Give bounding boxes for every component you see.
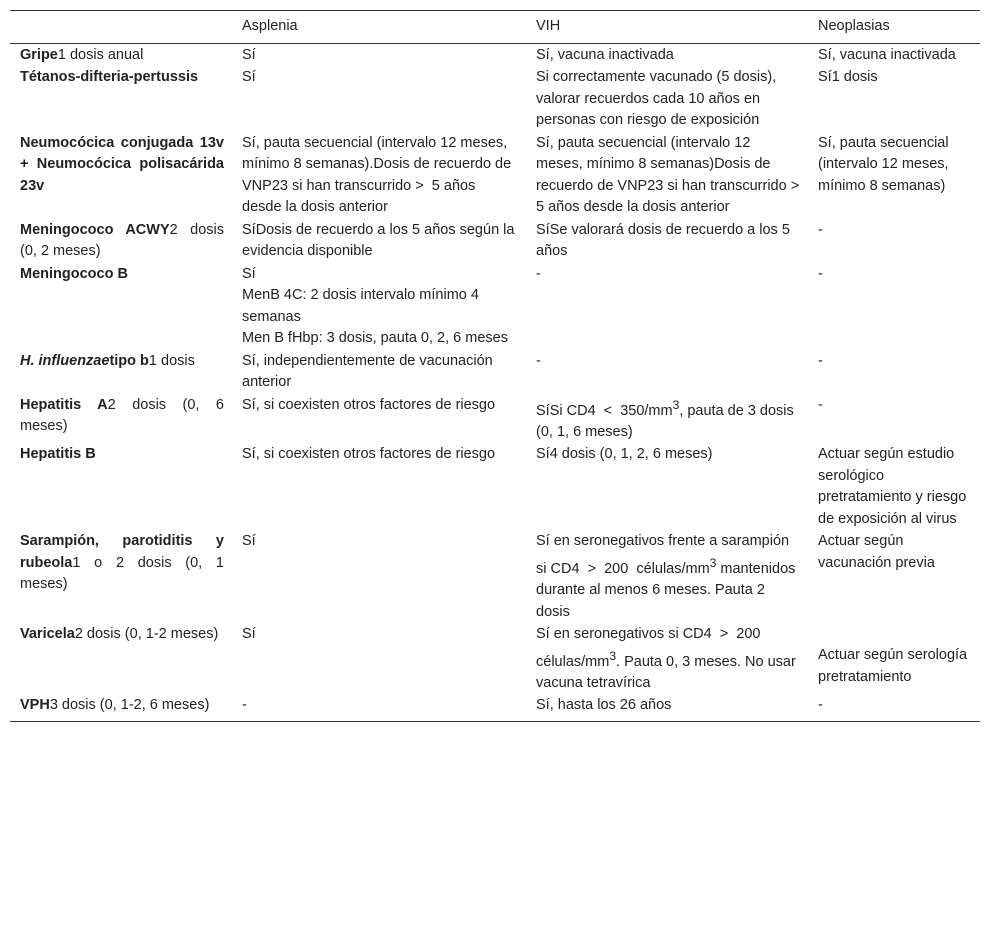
vih-cell: SíSe valorará dosis de recuerdo a los 5 años bbox=[536, 221, 790, 259]
neoplasias-cell: - bbox=[818, 396, 823, 413]
vaccine-cell bbox=[10, 394, 232, 444]
vaccine-name: Hepatitis A bbox=[20, 396, 108, 413]
table-row bbox=[10, 66, 980, 132]
asplenia-cell bbox=[232, 263, 526, 350]
vaccine-cell bbox=[10, 219, 232, 263]
neoplasias-cell: Sí1 dosis bbox=[818, 69, 878, 85]
vih-text: . Pauta 0, 3 meses. No usar vacuna tetravírica bbox=[536, 653, 800, 691]
vaccine-schedule: 3 dosis (0, 1-2, 6 meses) bbox=[49, 697, 210, 714]
asplenia-cell: Sí, independientemente de vacunación anterior bbox=[242, 352, 493, 390]
vaccine-name: Gripe bbox=[20, 46, 58, 63]
table-row bbox=[10, 694, 980, 721]
asplenia-cell: Sí bbox=[242, 533, 256, 550]
vaccine-name: Hepatitis B bbox=[20, 446, 96, 463]
neoplasias-cell: Actuar según vacunación previa bbox=[818, 533, 935, 571]
header-vih: VIH bbox=[536, 18, 561, 34]
vaccination-table bbox=[10, 10, 980, 722]
neoplasias-cell: Sí, vacuna inactivada bbox=[818, 46, 956, 63]
vih-text: Sí en seronegativos si CD4 > 200 células/mm bbox=[536, 626, 769, 670]
vih-text: SíSi CD4 < 350/mm bbox=[536, 402, 673, 419]
table-row bbox=[10, 443, 980, 530]
vaccine-cell bbox=[10, 132, 232, 219]
table-row bbox=[10, 394, 980, 444]
vaccine-cell bbox=[10, 350, 232, 394]
neoplasias-cell: Actuar según estudio serológico pretratamiento y riesgo de exposición al virus bbox=[818, 446, 967, 527]
vaccine-cell bbox=[10, 694, 232, 721]
vih-cell bbox=[526, 394, 808, 444]
vih-cell: - bbox=[536, 265, 541, 282]
neoplasias-cell: - bbox=[818, 352, 823, 369]
vaccine-name: Neumocócica conjugada 13v + Neumocócica polisacárida 23v bbox=[20, 134, 224, 194]
vih-text: Sí en seronegativos frente a sarampión si CD4 > 200 células/mm bbox=[536, 533, 794, 577]
header-asplenia: Asplenia bbox=[242, 18, 298, 34]
vaccine-schedule: 2 dosis (0, 1-2 meses) bbox=[74, 626, 219, 643]
vaccine-cell bbox=[10, 263, 232, 350]
neoplasias-cell: Sí, pauta secuencial (intervalo 12 meses, mínimo 8 semanas) bbox=[818, 134, 949, 194]
neoplasias-cell: Actuar según serología pretratamiento bbox=[818, 647, 968, 685]
table-row bbox=[10, 263, 980, 350]
asplenia-cell: Sí, si coexisten otros factores de riesgo bbox=[242, 446, 496, 463]
superscript: 3 bbox=[609, 648, 617, 663]
table-row bbox=[10, 350, 980, 394]
vaccine-name: VPH bbox=[20, 697, 50, 714]
asplenia-cell: - bbox=[242, 697, 247, 714]
vaccine-name: Tétanos-difteria-pertussis bbox=[20, 69, 199, 85]
vaccine-name-italic: H. influenzae bbox=[20, 352, 110, 369]
asplenia-cell: Sí bbox=[242, 69, 256, 85]
vih-cell: - bbox=[536, 352, 541, 369]
vaccine-schedule: 2 dosis (0, 6 meses) bbox=[20, 396, 224, 434]
asplenia-cell: Sí, si coexisten otros factores de riesgo bbox=[242, 396, 496, 413]
header-row bbox=[10, 11, 980, 44]
vaccine-name: Meningococo ACWY bbox=[20, 221, 170, 238]
asplenia-cell: Sí bbox=[242, 46, 256, 63]
vaccine-schedule: 2 dosis (0, 2 meses) bbox=[20, 221, 224, 259]
asplenia-line: Sí bbox=[242, 265, 256, 282]
asplenia-line: MenB 4C: 2 dosis intervalo mínimo 4 semanas bbox=[242, 287, 479, 325]
vaccine-cell bbox=[10, 443, 232, 530]
table-row bbox=[10, 219, 980, 263]
vih-cell: Si correctamente vacunado (5 dosis), valorar recuerdos cada 10 años en personas con riesgo de exposición bbox=[536, 69, 777, 128]
vaccine-name: Meningococo B bbox=[20, 265, 128, 282]
table-row bbox=[10, 623, 980, 694]
vaccine-name: Sarampión, parotiditis y rubeola bbox=[20, 533, 224, 571]
vih-text: mantenidos durante al menos 6 meses. Pauta 2 dosis bbox=[536, 560, 800, 620]
table-row bbox=[10, 43, 980, 66]
table-row bbox=[10, 132, 980, 219]
vaccine-name: Varicela bbox=[20, 626, 75, 643]
neoplasias-cell: - bbox=[818, 221, 823, 238]
vaccine-cell bbox=[10, 530, 232, 623]
superscript: 3 bbox=[672, 397, 680, 412]
asplenia-cell: Sí bbox=[242, 626, 256, 643]
header-empty bbox=[10, 11, 232, 44]
header-neoplasias: Neoplasias bbox=[818, 18, 890, 34]
vih-cell: Sí, hasta los 26 años bbox=[536, 697, 672, 714]
table-row bbox=[10, 530, 980, 623]
vih-cell: Sí, pauta secuencial (intervalo 12 meses, mínimo 8 semanas)Dosis de recuerdo de VNP23 si han transcurrido > 5 años desde la dosis anterior bbox=[536, 134, 808, 215]
neoplasias-cell: - bbox=[818, 265, 823, 282]
vaccine-cell bbox=[10, 623, 232, 694]
vih-cell: Sí, vacuna inactivada bbox=[536, 46, 674, 63]
vaccine-schedule: 1 dosis bbox=[148, 352, 195, 369]
vaccine-name bbox=[20, 353, 149, 369]
vaccine-cell bbox=[10, 43, 232, 66]
vih-text: , pauta de 3 dosis (0, 1, 6 meses) bbox=[536, 402, 798, 440]
superscript: 3 bbox=[709, 555, 717, 570]
neoplasias-cell: - bbox=[818, 697, 823, 714]
vih-cell: Sí4 dosis (0, 1, 2, 6 meses) bbox=[536, 446, 713, 463]
vaccine-cell bbox=[10, 66, 232, 132]
vih-cell bbox=[526, 623, 808, 694]
asplenia-cell: SíDosis de recuerdo a los 5 años según la evidencia disponible bbox=[242, 221, 515, 259]
vaccine-name-suffix: tipo b bbox=[109, 352, 149, 369]
vih-cell bbox=[526, 530, 808, 623]
vaccine-schedule: 1 o 2 dosis (0, 1 meses) bbox=[20, 554, 224, 593]
vaccine-schedule: 1 dosis anual bbox=[57, 46, 144, 63]
asplenia-cell: Sí, pauta secuencial (intervalo 12 meses, mínimo 8 semanas).Dosis de recuerdo de VNP23 si han transcurrido > 5 años desde la dosis anterior bbox=[242, 134, 516, 215]
asplenia-line: Men B fHbp: 3 dosis, pauta 0, 2, 6 meses bbox=[242, 330, 508, 346]
